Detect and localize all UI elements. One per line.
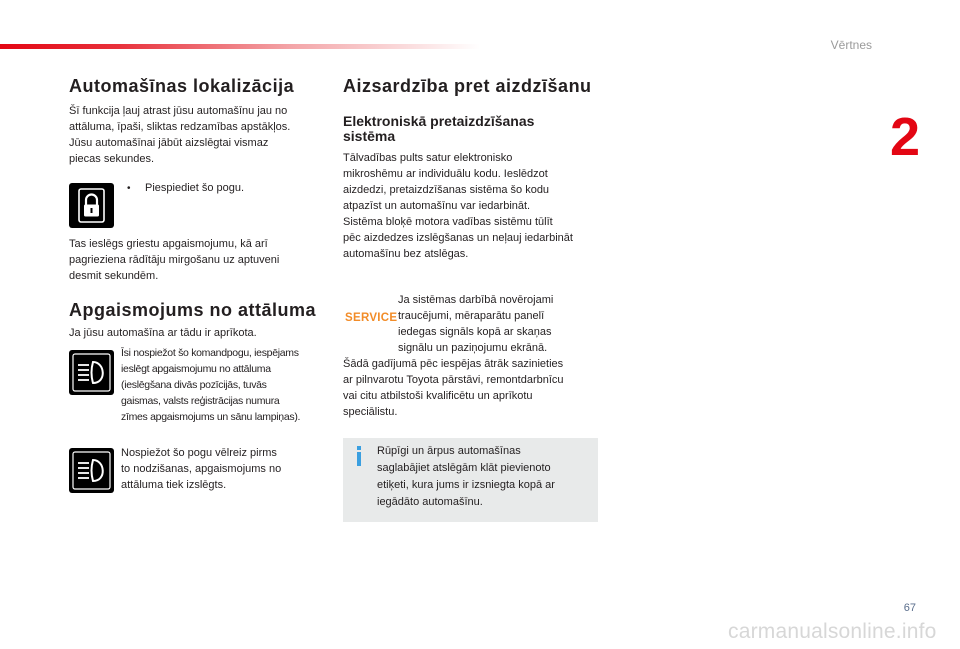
malfunction-text: Ja sistēmas darbībā novērojami traucējumi, mēraparātu panelī iedegas signāls kopā ar skaņas signālu un paziņojumu ekrānā. [398,294,554,354]
header-accent-bar [0,44,480,49]
headlamp-icon [69,448,114,493]
info-text: Rūpīgi un ārpus automašīnas saglabājiet atslēgām klāt pievienoto etiķeti, kura jums ir izsniegta kopā ar iegādāto automašīnu. [377,445,555,508]
remote-lighting-intro: Ja jūsu automašīna ar tādu ir aprīkota. [69,327,257,339]
locate-result: Tas ieslēgs griestu apgaismojumu, kā arī pagrieziena rādītāju mirgošanu uz aptuveni desmit sekundēm. [69,238,280,282]
page-number: 67 [903,602,916,614]
remote-lighting-off-button [69,448,114,493]
padlock-button [69,183,114,228]
remote-lighting-title: Apgaismojums no attāluma [69,300,317,320]
anti-theft-subtitle: Elektroniskā pretaizdzīšanas sistēma [343,113,535,144]
watermark: carmanualsonline.info [728,620,937,643]
section-name: Vērtnes [830,38,872,52]
locate-title: Automašīnas lokalizācija [69,76,295,96]
advice-text: Šādā gadījumā pēc iespējas ātrāk sazinieties ar pilnvarotu Toyota pārstāvi, remontdarbnīcu vai citu atbilstoši kvalificētu un aprīkotu speciālistu. [343,358,564,418]
headlamp-icon [69,350,114,395]
anti-theft-title: Aizsardzība pret aizdzīšanu [343,76,592,96]
step-bullet: • [127,183,131,194]
info-icon [354,446,364,466]
remote-lighting-step2: Nospiežot šo pogu vēlreiz pirms to nodzišanas, apgaismojums no attāluma tiek izslēgts. [121,447,282,491]
padlock-icon [69,183,114,228]
remote-lighting-step1: Īsi nospiežot šo komandpogu, iespējams ieslēgt apgaismojumu no attāluma (ieslēgšana divās pozīcijās, tuvās gaismas, valsts reģistrācijas numura zīmes apgaismojums un sānu lampiņas). [121,347,301,423]
locate-step: Piespiediet šo pogu. [145,182,245,194]
locate-intro: Šī funkcija ļauj atrast jūsu automašīnu jau no attāluma, īpaši, sliktas redzamības apstākļos. Jūsu automašīnai jābūt aizslēgtai vismaz piecas sekundes. [69,105,291,165]
remote-lighting-button [69,350,114,395]
anti-theft-body: Tālvadības pults satur elektronisko mikroshēmu ar individuālu kodu. Ieslēdzot aizdedzi, pretaizdzīšanas sistēma šo kodu atpazīst un automašīnu var iedarbināt. Sistēma bloķē motora vadības sistēmu tūlīt pēc aizdedzes izslēgšanas un neļauj iedarbināt automašīnu bez atslēgas. [343,152,573,260]
service-warning-icon: SERVICE [345,312,398,324]
chapter-number: 2 [890,107,921,167]
